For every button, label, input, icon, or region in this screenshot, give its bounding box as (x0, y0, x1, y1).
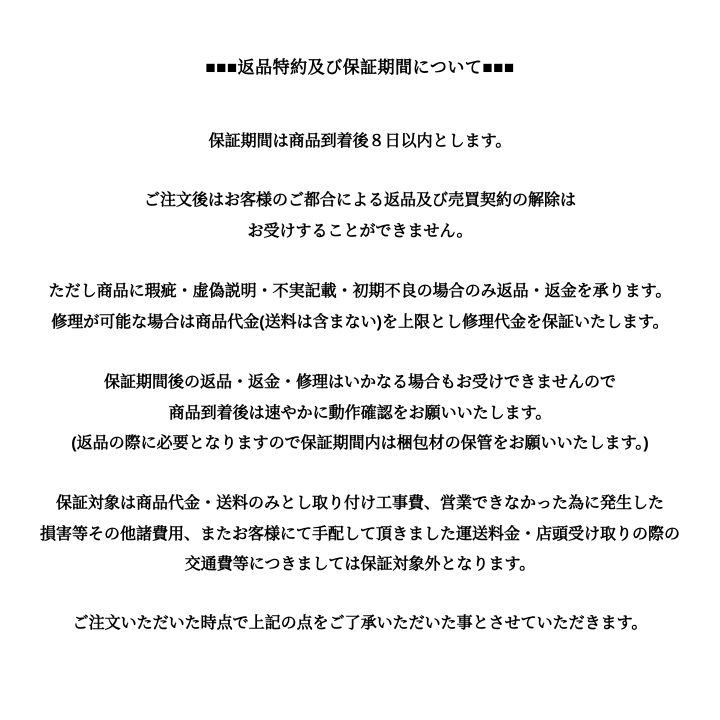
scope-line-2: 損害等その他諸費用、またお客様にて手配して頂きました運送料金・店頭受け取りの際の (39, 525, 680, 543)
after-period-line-2: 商品到着後は速やかに動作確認をお願いいたします。 (168, 404, 552, 422)
page-title: ■■■返品特約及び保証期間について■■■ (205, 58, 515, 77)
section-cancellation (0, 185, 720, 247)
defect-line-2: 修理が可能な場合は商品代金(送料は含まない)を上限とし修理代金を保証いたします。 (51, 313, 669, 331)
after-period-line-1: 保証期間後の返品・返金・修理はいかなる場合もお受けできませんので (103, 374, 616, 392)
scope-line-1: 保証対象は商品代金・送料のみとし取り付け工事費、営業できなかった為に発生した (55, 495, 664, 513)
warranty-period-line-1: 保証期間は商品到着後８日以内とします。 (208, 132, 512, 150)
section-consent (0, 608, 720, 639)
section-scope (0, 489, 720, 580)
section-defect (0, 277, 720, 338)
consent-line-1: ご注文いただいた時点で上記の点をご了承いただいた事とさせていただきます。 (72, 615, 648, 633)
section-warranty-period (0, 126, 720, 157)
after-period-line-3: (返品の際に必要となりますので保証期間内は梱包材の保管をお願いいたします。) (71, 434, 649, 452)
cancellation-line-1: ご注文後はお客様のご都合による返品及び売買契約の解除は (143, 191, 576, 209)
section-after-period (0, 368, 720, 459)
defect-line-1: ただし商品に瑕疵・虚偽説明・不実記載・初期不良の場合のみ返品・返金を承ります。 (48, 283, 672, 301)
scope-line-3: 交通費等につきましては保証対象外となります。 (184, 556, 536, 574)
cancellation-line-2: お受けすることができません。 (247, 223, 473, 241)
